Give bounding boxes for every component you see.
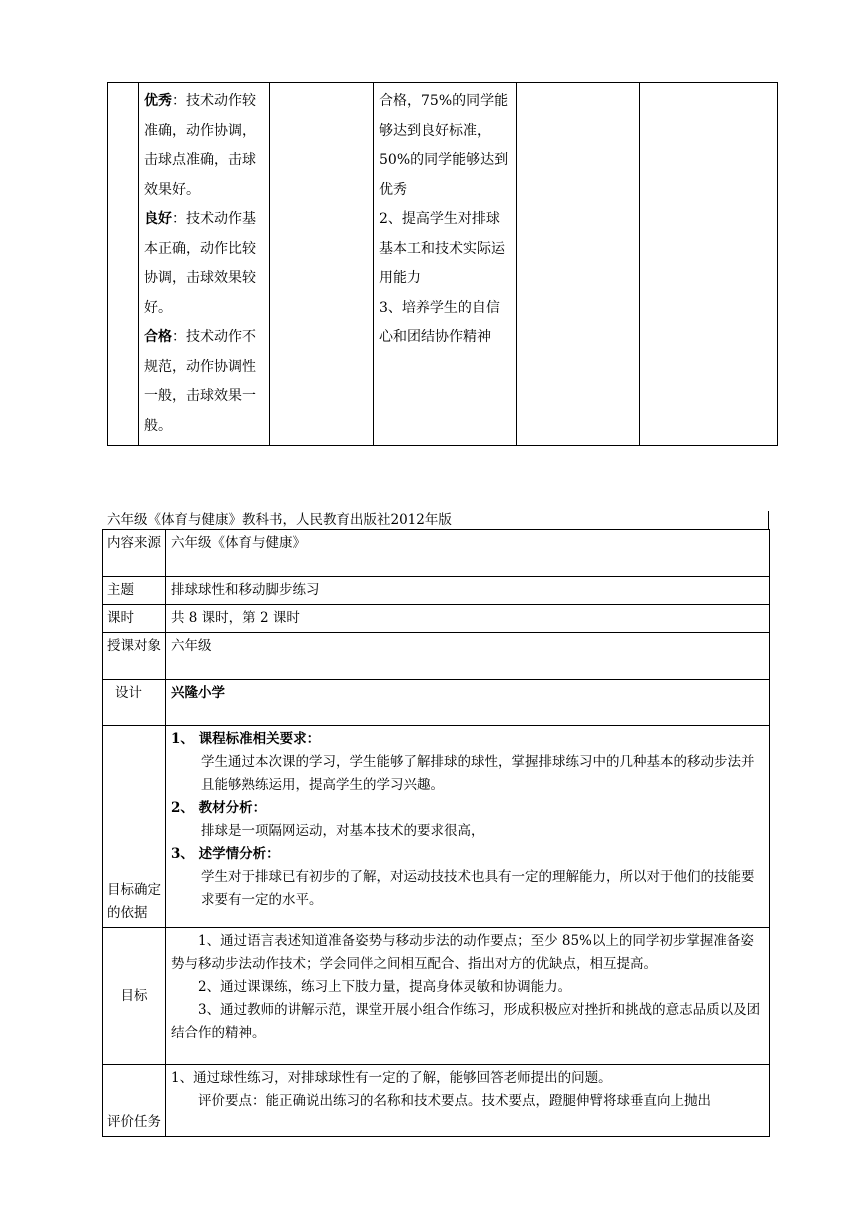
basis-paragraph-2: 排球是一项隔网运动，对基本技术的要求很高，	[201, 823, 485, 839]
pass-label: 合格	[144, 329, 172, 345]
pass-text: ：技术动作不规范，动作协调性一般，击球效果一般。	[144, 329, 256, 434]
basis-label: 目标确定的依据	[103, 726, 166, 928]
goal-2: 2、通过课课练，练习上下肢力量，提高身体灵敏和协调能力。	[198, 979, 572, 995]
lesson-label: 课时	[103, 605, 166, 633]
upper-col-6	[640, 83, 778, 446]
lesson-info-table	[102, 529, 770, 1137]
eval-cell	[166, 1065, 770, 1137]
goals-cell	[166, 928, 770, 1065]
excellent-text: ：技术动作较准确，动作协调，击球点准确，击球效果好。	[144, 93, 256, 198]
eval-label: 评价任务	[103, 1065, 166, 1137]
target-label: 授课对象	[103, 633, 166, 680]
goal-label: 目标	[103, 928, 166, 1065]
goal-line-3: 3、培养学生的自信心和团结协作精神	[379, 299, 500, 345]
good-label: 良好	[144, 211, 172, 227]
basis-heading-2: 2、 教材分析：	[171, 800, 267, 816]
basis-heading-3-num: 3、 述	[171, 846, 213, 862]
upper-col-5	[517, 83, 640, 446]
upper-col-1	[108, 83, 139, 446]
basis-heading-1: 1、 课程标准相关要求：	[171, 731, 321, 747]
design-value: 兴隆小学	[166, 680, 770, 726]
upper-eval-criteria-cell	[139, 83, 270, 446]
basis-heading-3: 学情分析：	[212, 846, 280, 862]
goal-1: 1、通过语言表述知道准备姿势与移动步法的动作要点；至少 85%以上的同学初步掌握准备姿势与移动步法动作技术；学会同伴之间相互配合、指出对方的优缺点，相互提高。	[171, 933, 754, 972]
table-caption: 六年级《体育与健康》教科书，人民教育出版社2012年版	[107, 512, 452, 528]
eval-2: 评价要点：能正确说出练习的名称和技术要点。技术要点，蹬腿伸臂将球垂直向上抛出	[198, 1093, 711, 1109]
basis-paragraph-1: 学生通过本次课的学习，学生能够了解排球的球性，掌握排球练习中的几种基本的移动步法并且能够熟练运用，提高学生的学习兴趣。	[201, 754, 755, 793]
eval-1: 1、通过球性练习，对排球球性有一定的了解，能够回答老师提出的问题。	[171, 1070, 612, 1086]
goal-line-1: 合格，75%的同学能够达到良好标准，50%的同学能够达到优秀	[379, 93, 509, 198]
goal-3: 3、通过教师的讲解示范，课堂开展小组合作练习，形成积极应对挫折和挑战的意志品质以及团结合作的精神。	[171, 1002, 761, 1041]
excellent-label: 优秀	[144, 93, 172, 109]
upper-goals-cell	[374, 83, 517, 446]
caption-divider	[768, 511, 769, 529]
goal-line-2: 2、提高学生对排球基本工和技术实际运用能力	[379, 211, 505, 286]
basis-cell	[166, 726, 770, 928]
upper-table	[107, 82, 778, 446]
source-label: 内容来源	[103, 530, 166, 577]
target-value: 六年级	[166, 633, 770, 680]
design-label: 设计	[103, 680, 166, 726]
upper-col-3	[270, 83, 374, 446]
topic-label: 主题	[103, 577, 166, 605]
source-value: 六年级《体育与健康》	[166, 530, 770, 577]
lesson-value: 共 8 课时，第 2 课时	[166, 605, 770, 633]
good-text: ：技术动作基本正确，动作比较协调，击球效果较好。	[144, 211, 256, 316]
basis-paragraph-3: 学生对于排球已有初步的了解，对运动技技术也具有一定的理解能力，所以对于他们的技能要求要有一定的水平。	[201, 869, 755, 908]
topic-value: 排球球性和移动脚步练习	[166, 577, 770, 605]
